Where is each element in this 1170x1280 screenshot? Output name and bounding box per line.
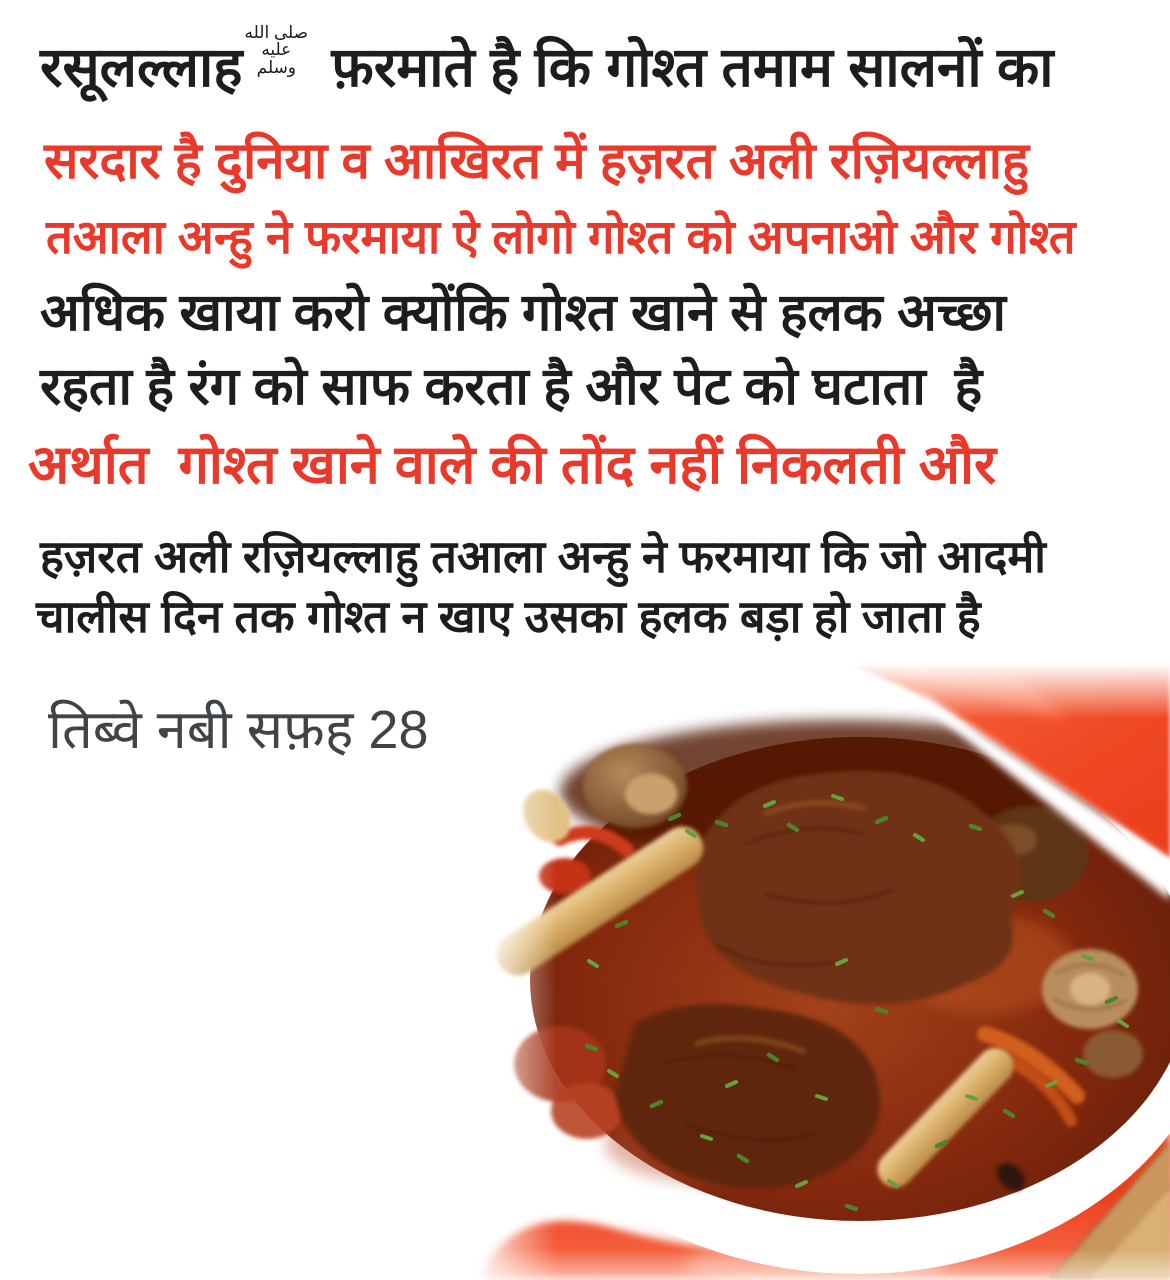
hadith-line-1 xyxy=(40,23,1054,104)
hadith-line-5: रहता है रंग को साफ करता है और पेट को घटाता है xyxy=(40,358,983,416)
line1-suffix: फ़रमाते है कि गोश्त तमाम सालनों का xyxy=(316,36,1054,98)
meat-curry-photo xyxy=(465,663,1170,1280)
hadith-line-7: हज़रत अली रज़ियल्लाहु तआला अन्हु ने फरमाया कि जो आदमी xyxy=(40,531,1046,582)
source-caption: तिब्वे नबी सफ़ह 28 xyxy=(48,700,429,760)
hadith-line-3: तआला अन्हु ने फरमाया ऐ लोगो गोश्त को अपनाओ और गोश्त xyxy=(46,210,1076,263)
line1-prefix: रसूलल्लाह xyxy=(40,36,243,98)
hadith-line-8: चालीस दिन तक गोश्त न खाए उसका हलक बड़ा हो जाता है xyxy=(36,591,981,642)
hadith-line-2: सरदार है दुनिया व आखिरत में हज़रत अली रज़ियल्लाहु xyxy=(44,132,1030,189)
hadith-line-6: अर्थात गोश्त खाने वाले की तोंद नहीं निकलती और xyxy=(28,435,997,495)
saw-middle: عليه xyxy=(261,40,292,60)
sallallahu-alayhi-wasallam-calligraphy xyxy=(245,24,309,76)
saw-bottom: وسلم xyxy=(256,57,297,77)
saw-top: صلى الله xyxy=(244,23,309,42)
hadith-line-4: अधिक खाया करो क्योंकि गोश्त खाने से हलक अच्छा xyxy=(40,284,1006,342)
